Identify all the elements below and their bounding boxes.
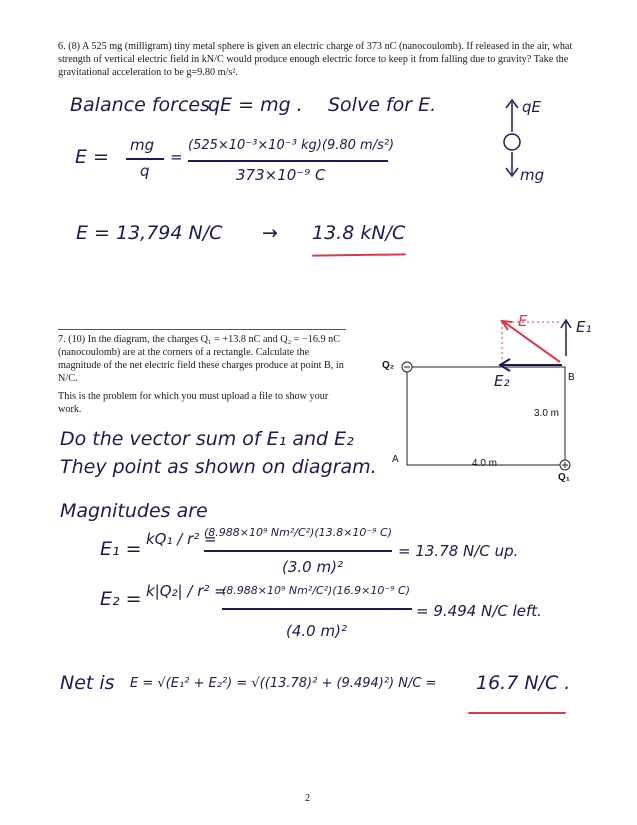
charge-rectangle-diagram	[380, 312, 610, 482]
hw-denominator-6: 373×10⁻⁹ C	[236, 166, 326, 184]
label-E2: E₂	[494, 372, 510, 390]
hw7-E1-lhs: E₁ =	[100, 538, 142, 560]
hw7-net-eq: E = √(E₁² + E₂²) = √((13.78)² + (9.494)²) N/C =	[130, 676, 437, 691]
force-label-mg: mg	[520, 166, 545, 184]
label-point-A: A	[392, 454, 399, 465]
hw7-E2-bar	[222, 608, 412, 610]
hw-fraction-bar-6	[188, 160, 388, 162]
page-number: 2	[305, 793, 311, 804]
hw7-E2-mid: k|Q₂| / r² =	[146, 582, 227, 600]
result-6-underline	[312, 253, 406, 256]
hw7-line3: Magnitudes are	[60, 500, 208, 522]
hw-arrow: →	[262, 222, 278, 244]
problem-7-text: 7. (10) In the diagram, the charges Q₁ = +13.8 nC and Q₂ = −16.9 nC (nanocoulomb) are at the corners of a rectangle. Calculate the magnitude of the net electric field these charges produce at point B, in N/C.	[58, 334, 344, 384]
hw-equals-1: =	[170, 148, 183, 166]
net-result-underline	[468, 712, 566, 714]
force-label-qE: qE	[522, 98, 541, 116]
label-point-B: B	[568, 372, 575, 383]
problem-7-rule	[58, 329, 346, 330]
hw-numerator-6: (525×10⁻³×10⁻³ kg)(9.80 m/s²)	[188, 138, 395, 153]
hw-result-6: 13.8 kN/C	[312, 222, 406, 244]
hw7-E1-mid: kQ₁ / r² =	[146, 530, 217, 548]
hw7-line2: They point as shown on diagram.	[60, 456, 377, 478]
hw-result-6-lhs: E = 13,794 N/C	[76, 222, 223, 244]
problem-6-text: 6. (8) A 525 mg (milligram) tiny metal sphere is given an electric charge of 373 nC (nanocoulomb). If released in the air, what strength of vertical electric field in kN/C would produce enough electric force to keep it from falling due to gravity? Take the gravitational acceleration to be g=9.80 m/s².	[58, 41, 573, 78]
label-height: 3.0 m	[534, 408, 560, 419]
hw7-E1-num: (8.988×10⁹ Nm²/C²)(13.8×10⁻⁹ C)	[204, 526, 393, 539]
hw7-E2-res: = 9.494 N/C left.	[416, 602, 542, 620]
hw7-line1: Do the vector sum of E₁ and E₂	[60, 428, 354, 450]
hw7-E2-den: (4.0 m)²	[286, 622, 347, 640]
hw7-net-label: Net is	[60, 672, 115, 694]
label-Q2: Q₂	[382, 360, 395, 371]
label-E1: E₁	[576, 318, 592, 336]
hw7-net-result: 16.7 N/C .	[476, 672, 571, 694]
label-net-E: E	[518, 312, 528, 330]
hw7-E1-den: (3.0 m)²	[282, 558, 343, 576]
hw-E-equals: E =	[75, 146, 109, 168]
hw7-E1-bar	[204, 550, 392, 552]
hw-balance-forces: Balance forces	[70, 94, 210, 116]
hw-solve-for-E: Solve for E.	[328, 94, 437, 116]
hw7-E1-res: = 13.78 N/C up.	[398, 542, 519, 560]
hw-fraction-bar-mg-q	[126, 158, 164, 160]
problem-7-note: This is the problem for which you must upload a file to show your work.	[58, 391, 329, 415]
hw-q: q	[140, 162, 150, 180]
hw7-E2-num: (8.988×10⁹ Nm²/C²)(16.9×10⁻⁹ C)	[222, 584, 411, 597]
label-Q1: Q₁	[558, 472, 570, 483]
hw-mg: mg	[130, 136, 155, 154]
hw-qE-mg: qE = mg .	[208, 94, 303, 116]
hw7-E2-lhs: E₂ =	[100, 588, 142, 610]
label-width: 4.0 m	[472, 458, 498, 469]
